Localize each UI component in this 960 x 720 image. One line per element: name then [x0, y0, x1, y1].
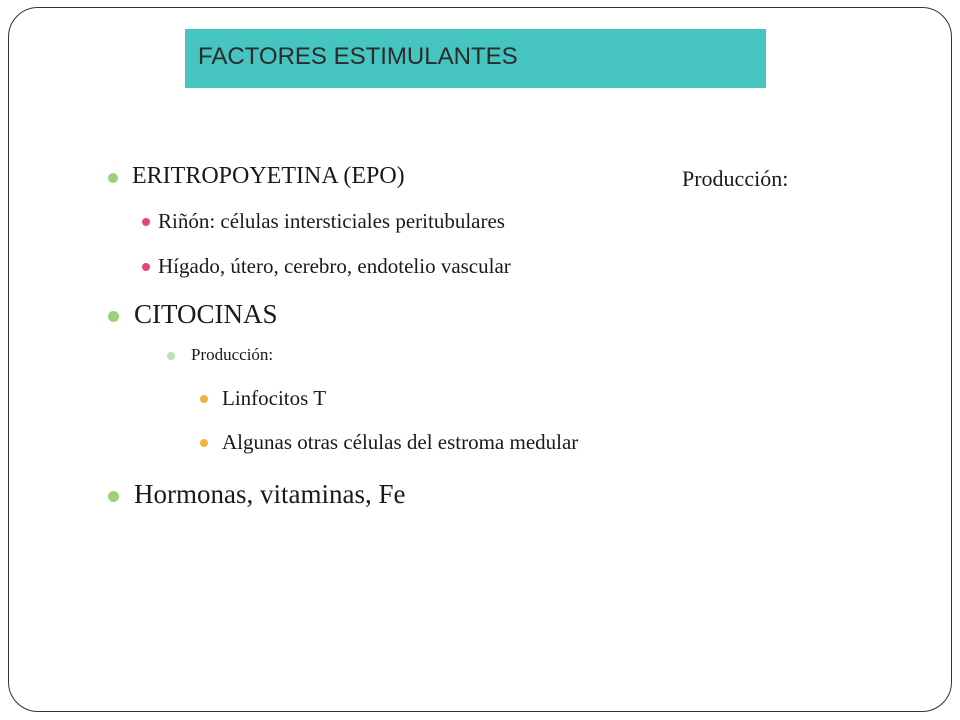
slide-title: FACTORES ESTIMULANTES: [198, 43, 518, 70]
list-item-rinon: Riñón: células intersticiales peritubulares: [158, 209, 505, 233]
slide-frame: [8, 7, 952, 712]
bullet-icon: [142, 263, 150, 271]
bullet-icon: [108, 311, 119, 322]
list-item-algunas: Algunas otras células del estroma medular: [222, 430, 579, 454]
bullet-icon: [200, 395, 208, 403]
list-item-produccion: Producción:: [191, 345, 274, 364]
list-item-hormonas: Hormonas, vitaminas, Fe: [134, 479, 406, 509]
title-banner: [185, 29, 766, 88]
bullet-icon: [108, 491, 119, 502]
bullet-icon: [142, 218, 150, 226]
list-item-higado: Hígado, útero, cerebro, endotelio vascular: [158, 254, 511, 278]
list-item-produccion-side: Producción:: [682, 166, 789, 191]
list-item-linfocitos: Linfocitos T: [222, 386, 327, 410]
bullet-icon: [108, 173, 118, 183]
list-item-citocinas: CITOCINAS: [134, 299, 278, 329]
bullet-icon: [167, 352, 175, 360]
list-item-eritropoyetina: ERITROPOYETINA (EPO): [132, 163, 405, 189]
bullet-icon: [200, 439, 208, 447]
